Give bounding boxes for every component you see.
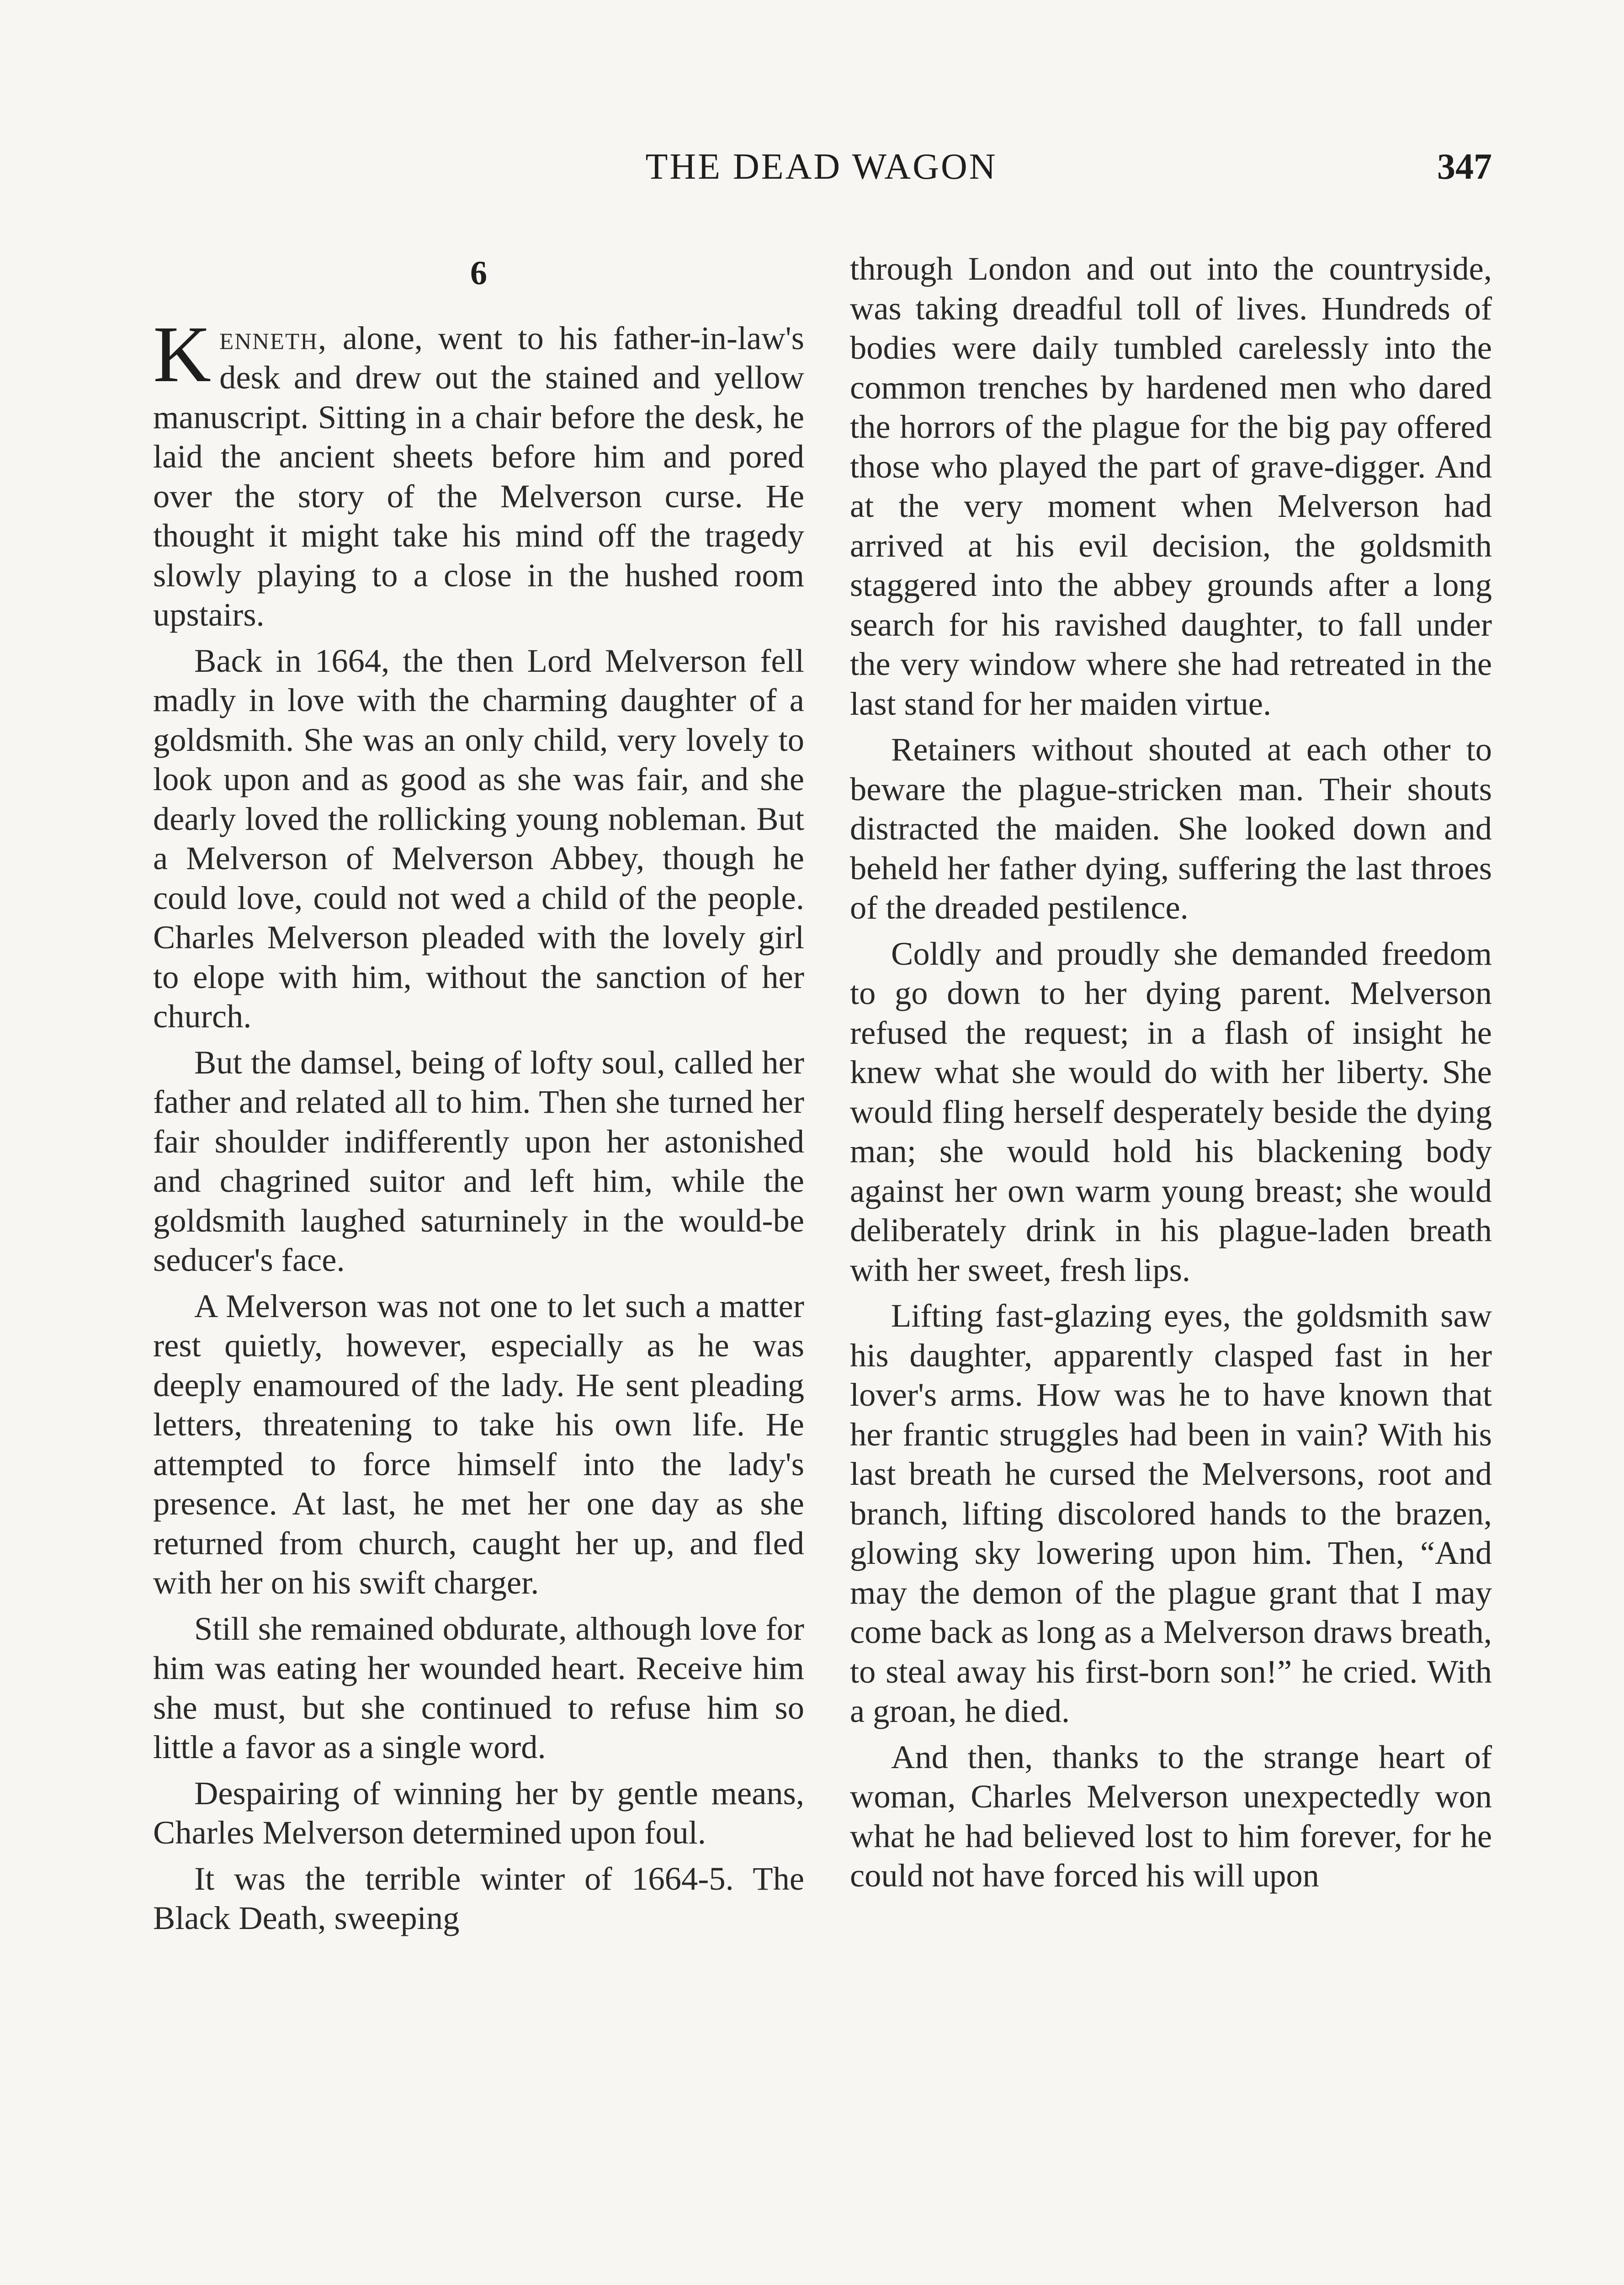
paragraph: Lifting fast-glazing eyes, the goldsmith saw his daughter, apparently clasped fast in her lover's arms. How was he to have known that her frantic struggles had been in vain? With his last breath he cursed the Melversons, root and branch, lifting discolored hands to the brazen, glowing sky lowering upon him. Then, “And may the demon of the plague grant that I may come back as long as a Melverson draws breath, to steal away his first-born son!” he cried. With a groan, he died. — [850, 1297, 1492, 1729]
chapter-number: 6 — [470, 255, 487, 292]
left-column — [153, 247, 804, 1945]
paragraph: through London and out into the countryside, was taking dreadful toll of lives. Hundreds of bodies were daily tumbled carelessly into the common trenches by hardened men who dared the horrors of the plague for the big pay offered those who played the part of grave-digger. And at the very moment when Melverson had arrived at his evil decision, the goldsmith staggered into the abbey grounds after a long search for his ravished daughter, to fall under the very window where she had retreated in the last stand for her maiden virtue. — [850, 250, 1492, 722]
paragraph — [153, 309, 804, 635]
paragraph: Retainers without shouted at each other to beware the plague-stricken man. Their shouts distracted the maiden. She looked down and beheld her father dying, suffering the last throes of the dreaded pestilence. — [850, 731, 1492, 926]
paragraph: Despairing of winning her by gentle means, Charles Melverson determined upon foul. — [153, 1774, 804, 1851]
paragraph: It was the terrible winter of 1664-5. The Black Death, sweeping — [153, 1860, 804, 1936]
right-column — [850, 249, 1492, 1902]
running-title: THE DEAD WAGON — [645, 147, 998, 187]
paragraph: Back in 1664, the then Lord Melverson fell madly in love with the charming daughter of a goldsmith. She was an only child, very lovely to look upon and as good as she was fair, and she dearly loved the rollicking young nobleman. But a Melverson of Melverson Abbey, though he could love, could not wed a child of the people. Charles Melverson pleaded with the lovely girl to elope with him, without the sanction of her church. — [153, 642, 804, 1035]
paragraph: Coldly and proudly she demanded freedom to go down to her dying parent. Melverson refused the request; in a flash of insight he knew what she would do with her liberty. She would fling herself desperately beside the dying man; she would hold his blackening body against her own warm young breast; she would deliberately drink in his plague-laden breath with her sweet, fresh lips. — [850, 935, 1492, 1288]
paragraph: But the damsel, being of lofty soul, called her father and related all to him. Then she turned her fair shoulder indifferently upon her astonished and chagrined suitor and left him, while the goldsmith laughed saturninely in the would-be seducer's face. — [153, 1043, 804, 1278]
paragraph-text: alone, went to his father-in-law's desk and drew out the stained and yellow manuscript. Sitting in a chair before the desk, he laid the ancient sheets before him and pored over the story of the Melverson curse. He thought it might take his mind off the tragedy slowly playing to a close in the hushed room upstairs. — [153, 319, 804, 633]
paragraph: And then, thanks to the strange heart of woman, Charles Melverson unexpectedly won what he had believed lost to him forever, for he could not have forced his will upon — [850, 1738, 1492, 1894]
drop-cap: K — [153, 309, 212, 399]
page-header — [151, 146, 1492, 197]
page-number: 347 — [1437, 147, 1492, 187]
paragraph: Still she remained obdurate, although love for him was eating her wounded heart. Receive him she must, but she continued to refuse him so little a favor as a single word. — [153, 1610, 804, 1765]
opening-word: enneth, — [219, 319, 328, 356]
paragraph: A Melverson was not one to let such a matter rest quietly, however, especially as he was deeply enamoured of the lady. He sent pleading letters, threatening to take his own life. He attempted to force himself into the lady's presence. At last, he met her one day as she returned from church, caught her up, and fled with her on his swift charger. — [153, 1287, 804, 1601]
